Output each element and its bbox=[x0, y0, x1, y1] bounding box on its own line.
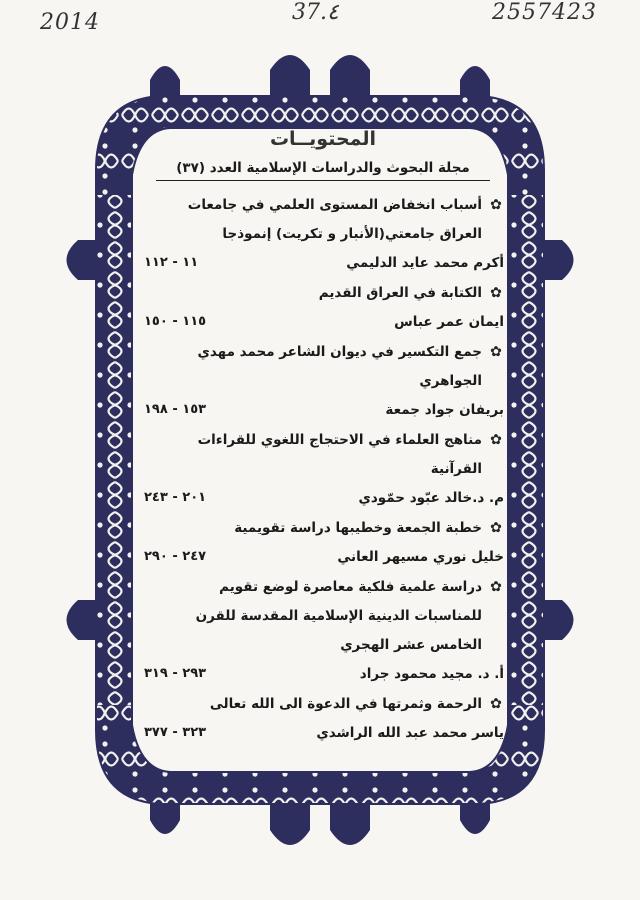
article-entry[interactable] bbox=[142, 573, 504, 688]
article-author: خليل نوري مسيهر العاني bbox=[337, 549, 504, 565]
article-title-line: الكتابة في العراق القديم bbox=[318, 285, 482, 301]
article-entry[interactable] bbox=[142, 191, 504, 277]
handwritten-accession-number: 2557423 bbox=[492, 0, 597, 25]
article-entry[interactable] bbox=[142, 338, 504, 424]
article-title-line: العراق جامعتي(الأنبار و تكريت) إنموذجا bbox=[222, 226, 482, 242]
handwritten-classification: 37.٤ bbox=[292, 0, 339, 25]
article-title[interactable] bbox=[142, 279, 504, 308]
article-author: ايمان عمر عباس bbox=[394, 314, 504, 330]
article-title-line: للمناسبات الدينية الإسلامية المقدسة للقرن bbox=[195, 608, 482, 624]
page-range: ٢٠١ - ٢٤٣ bbox=[144, 490, 207, 505]
flower-bullet-icon: ✿ bbox=[490, 285, 502, 301]
table-of-contents bbox=[142, 128, 504, 741]
author-row bbox=[142, 543, 504, 571]
article-title-line: خطبة الجمعة وخطيبها دراسة تقويمية bbox=[234, 520, 482, 536]
article-title-line: جمع التكسير في ديوان الشاعر محمد مهدي bbox=[197, 344, 482, 360]
article-author: بريفان جواد جمعة bbox=[385, 402, 504, 418]
flower-bullet-icon: ✿ bbox=[490, 579, 502, 595]
article-title[interactable] bbox=[142, 338, 504, 396]
page-range: ١٥٣ - ١٩٨ bbox=[144, 402, 207, 417]
article-author: أكرم محمد عايد الدليمي bbox=[346, 255, 504, 271]
page-range: ٣٢٣ - ٣٧٧ bbox=[144, 725, 207, 740]
author-row bbox=[142, 484, 504, 512]
page-range: ١١٥ - ١٥٠ bbox=[144, 314, 207, 329]
article-author: م. د.خالد عبّود حمّودي bbox=[358, 490, 504, 506]
article-title-line: دراسة علمية فلكية معاصرة لوضع تقويم bbox=[219, 579, 482, 595]
author-row bbox=[142, 249, 504, 277]
article-title-line: الخامس عشر الهجري bbox=[340, 637, 482, 653]
article-title-line: الجواهري bbox=[419, 373, 482, 389]
flower-bullet-icon: ✿ bbox=[490, 432, 502, 448]
article-author: أ. د. مجيد محمود جراد bbox=[359, 666, 504, 682]
page-range: ١١ - ١١٢ bbox=[144, 255, 199, 270]
journal-issue-subtitle: مجلة البحوث والدراسات الإسلامية العدد (٣٧) bbox=[176, 160, 470, 176]
author-row bbox=[142, 719, 504, 747]
article-list bbox=[142, 191, 504, 747]
article-title[interactable] bbox=[142, 426, 504, 484]
article-title-line: مناهج العلماء في الاحتجاج اللغوي للقراءات bbox=[197, 432, 482, 448]
article-title-line: القرآنية bbox=[430, 461, 482, 477]
article-entry[interactable] bbox=[142, 426, 504, 512]
article-title[interactable] bbox=[142, 514, 504, 543]
article-title[interactable] bbox=[142, 191, 504, 249]
article-author: ياسر محمد عبد الله الراشدي bbox=[316, 725, 504, 741]
article-entry[interactable] bbox=[142, 279, 504, 336]
article-entry[interactable] bbox=[142, 514, 504, 571]
article-title-line: الرحمة وثمرتها في الدعوة الى الله تعالى bbox=[209, 696, 482, 712]
page-range: ٢٤٧ - ٢٩٠ bbox=[144, 549, 207, 564]
flower-bullet-icon: ✿ bbox=[490, 197, 502, 213]
page-title: المحتويــات bbox=[269, 128, 377, 150]
handwritten-year: 2014 bbox=[40, 10, 100, 35]
flower-bullet-icon: ✿ bbox=[490, 696, 502, 712]
author-row bbox=[142, 308, 504, 336]
flower-bullet-icon: ✿ bbox=[490, 344, 502, 360]
article-entry[interactable] bbox=[142, 690, 504, 747]
flower-bullet-icon: ✿ bbox=[490, 520, 502, 536]
page-range: ٢٩٣ - ٣١٩ bbox=[144, 666, 207, 681]
article-title[interactable] bbox=[142, 573, 504, 660]
author-row bbox=[142, 396, 504, 424]
article-title[interactable] bbox=[142, 690, 504, 719]
title-divider bbox=[156, 180, 490, 181]
author-row bbox=[142, 660, 504, 688]
article-title-line: أسباب انخفاض المستوى العلمي في جامعات bbox=[187, 197, 482, 213]
